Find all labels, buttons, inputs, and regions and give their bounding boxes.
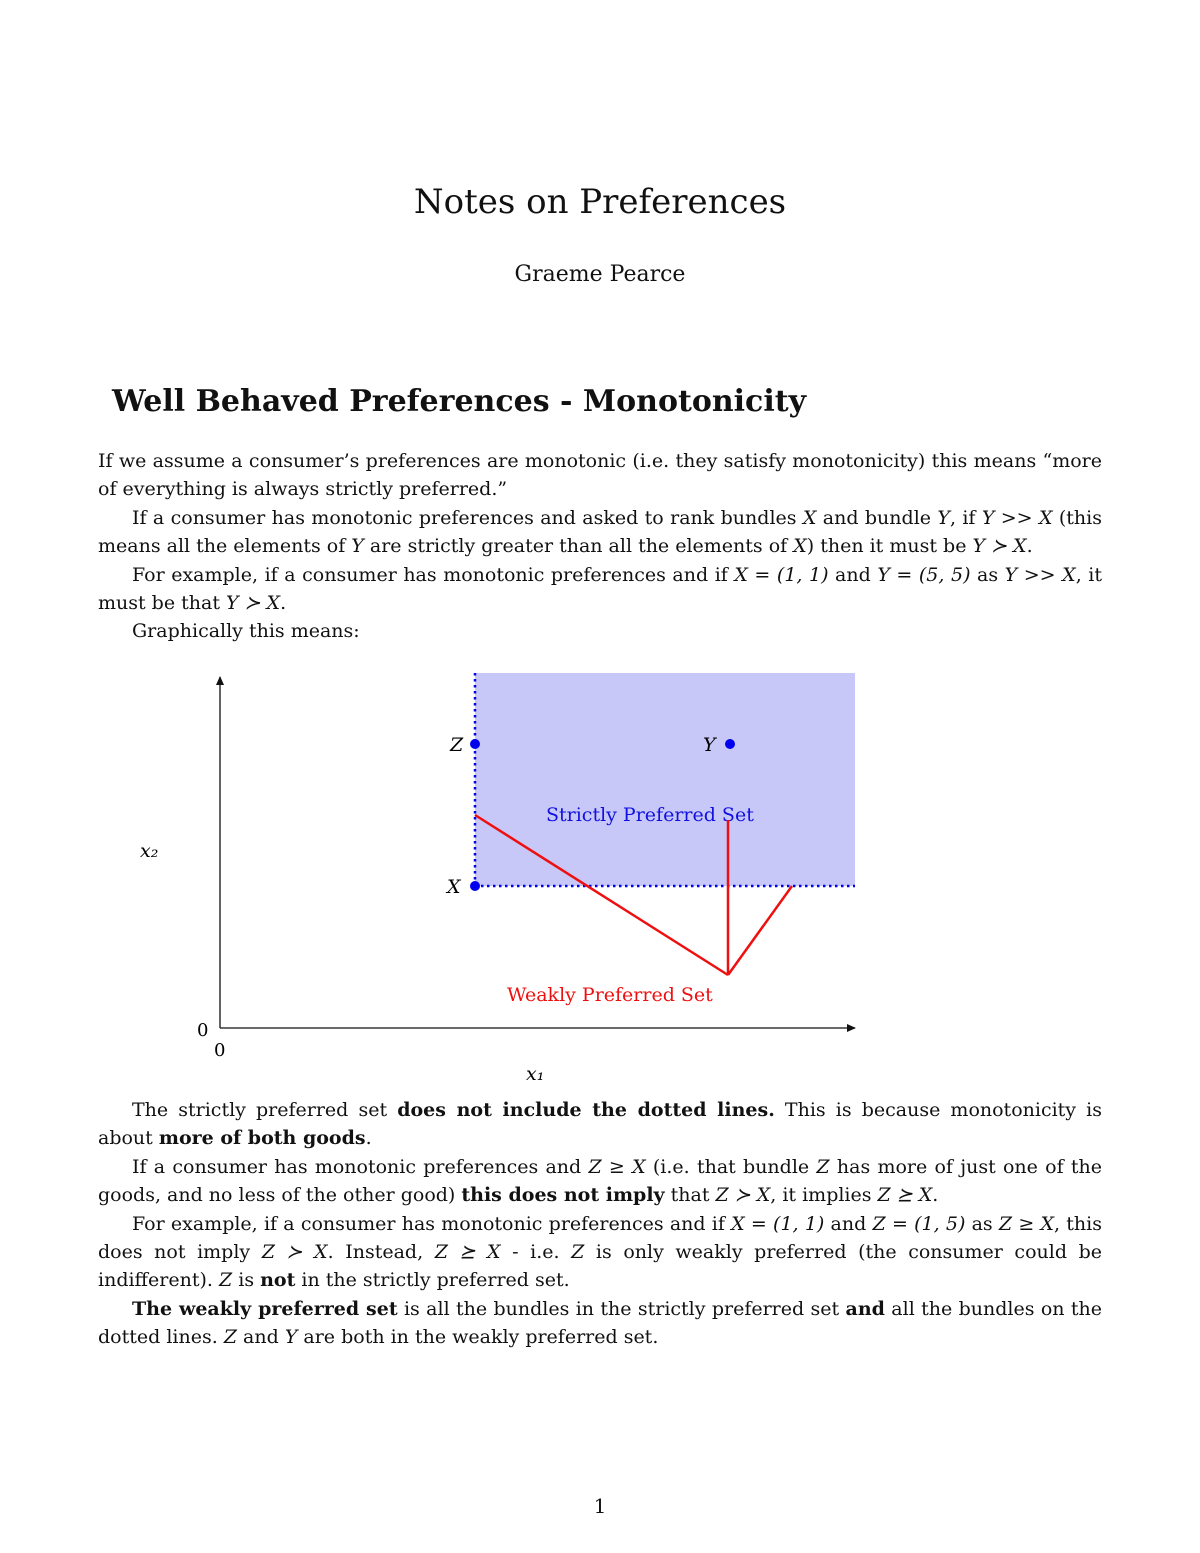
- section-heading: Well Behaved Preferences - Monotonicity: [112, 384, 806, 419]
- bold-text: and: [845, 1297, 885, 1320]
- text: as: [970, 563, 1005, 586]
- bold-text: does not include the dotted lines.: [397, 1099, 775, 1121]
- text: as: [965, 1212, 999, 1235]
- math: Z = (1, 5): [872, 1212, 966, 1235]
- text: , if: [949, 506, 982, 529]
- bold-text: more of both goods: [158, 1127, 366, 1150]
- text: , it implies: [770, 1184, 878, 1207]
- text: , it must be that: [98, 563, 1102, 615]
- math: Y >> X: [1004, 563, 1076, 586]
- strictly-preferred-region: [475, 673, 855, 886]
- text: If a consumer has monotonic preferences and: [132, 1155, 589, 1178]
- math: X = (1, 1): [731, 1212, 825, 1235]
- text: .: [365, 1127, 372, 1150]
- math: Z ⪰ X: [877, 1184, 933, 1207]
- text: The strictly preferred set: [132, 1099, 398, 1121]
- after-figure-text: [98, 1096, 1102, 1352]
- after-paragraph-4: [98, 1295, 1102, 1352]
- text: If a consumer has monotonic preferences and asked to rank bundles: [132, 506, 803, 529]
- math: Z ≻ X: [715, 1184, 771, 1207]
- text: is only weakly preferred (the consumer could be indifferent).: [98, 1241, 1102, 1292]
- after-paragraph-2: [98, 1153, 1102, 1210]
- text: For example, if a consumer has monotonic preferences and if: [132, 1212, 732, 1235]
- bold-text: not: [260, 1269, 296, 1292]
- after-paragraph-1: [98, 1096, 1102, 1153]
- math: Y: [284, 1326, 298, 1349]
- math: Y ≻ X: [226, 592, 281, 615]
- weak-pointer-3: [728, 886, 792, 975]
- text: is all the bundles in the strictly preferred set: [397, 1297, 846, 1320]
- math: Z ≥ X: [998, 1212, 1055, 1235]
- text: . Instead,: [327, 1241, 435, 1264]
- math: Y: [351, 535, 364, 558]
- math: Z ≻ X: [261, 1241, 328, 1264]
- math: Z: [816, 1155, 830, 1178]
- math: Y >> X: [981, 506, 1053, 529]
- point-y-label: Y: [703, 734, 716, 756]
- document-author: Graeme Pearce: [514, 262, 686, 287]
- text: .: [280, 592, 287, 615]
- after-paragraph-3: [98, 1210, 1102, 1295]
- math: X: [793, 535, 807, 558]
- math: Z ⪰ X: [434, 1241, 501, 1264]
- y-axis-label: x₂: [140, 840, 159, 862]
- bold-text: this does not imply: [461, 1184, 665, 1207]
- text: are strictly greater than all the elements of: [363, 535, 794, 558]
- text: and: [828, 563, 878, 586]
- text: , this does not imply: [98, 1212, 1102, 1264]
- text: is: [232, 1269, 261, 1292]
- math: Z: [571, 1241, 585, 1264]
- math: X = (1, 1): [734, 563, 829, 586]
- text: has more of just one of the goods, and no less of the other good): [98, 1155, 1102, 1207]
- x-axis-label: x₁: [526, 1063, 545, 1085]
- math: Y = (5, 5): [877, 563, 971, 586]
- math: Y ≻ X: [972, 535, 1027, 558]
- text: all the bundles on the dotted lines.: [98, 1297, 1102, 1349]
- bold-text: The weakly preferred set: [132, 1297, 398, 1320]
- text: that: [664, 1184, 716, 1207]
- text: If we assume a consumer’s preferences are monotonic (i.e. they satisfy monotonicity) this means “more of everything is always strictly preferred.”: [98, 450, 1102, 501]
- text: For example, if a consumer has monotonic preferences and if: [132, 563, 735, 586]
- text: in the strictly preferred set.: [295, 1269, 570, 1292]
- document-title: Notes on Preferences: [413, 182, 787, 222]
- math: X: [802, 506, 817, 529]
- text: and: [824, 1212, 873, 1235]
- point-y: [725, 739, 735, 749]
- point-x-label: X: [447, 876, 461, 898]
- weakly-preferred-label: Weakly Preferred Set: [507, 984, 713, 1006]
- strictly-preferred-label: Strictly Preferred Set: [546, 804, 754, 826]
- math: Y: [937, 506, 950, 529]
- text: are both in the weakly preferred set.: [297, 1326, 659, 1349]
- text: .: [1026, 535, 1033, 558]
- x-origin-tick: 0: [214, 1040, 226, 1061]
- point-z: [470, 739, 480, 749]
- text: (i.e. that bundle: [645, 1155, 817, 1178]
- text: (this means all the elements of: [98, 506, 1102, 558]
- point-z-label: Z: [450, 734, 464, 756]
- point-x: [470, 881, 480, 891]
- math: Z ≥ X: [588, 1155, 646, 1178]
- text: .: [932, 1184, 939, 1207]
- text: This is because monotonicity is about: [98, 1099, 1102, 1150]
- text: ) then it must be: [806, 535, 973, 558]
- y-origin-tick: 0: [197, 1020, 209, 1041]
- page-number: 1: [593, 1494, 607, 1518]
- text: - i.e.: [500, 1241, 572, 1264]
- math: Z: [223, 1326, 237, 1349]
- math: Z: [219, 1269, 233, 1292]
- text: Graphically this means:: [132, 620, 360, 643]
- text: and: [237, 1326, 285, 1349]
- text: and bundle: [816, 506, 938, 529]
